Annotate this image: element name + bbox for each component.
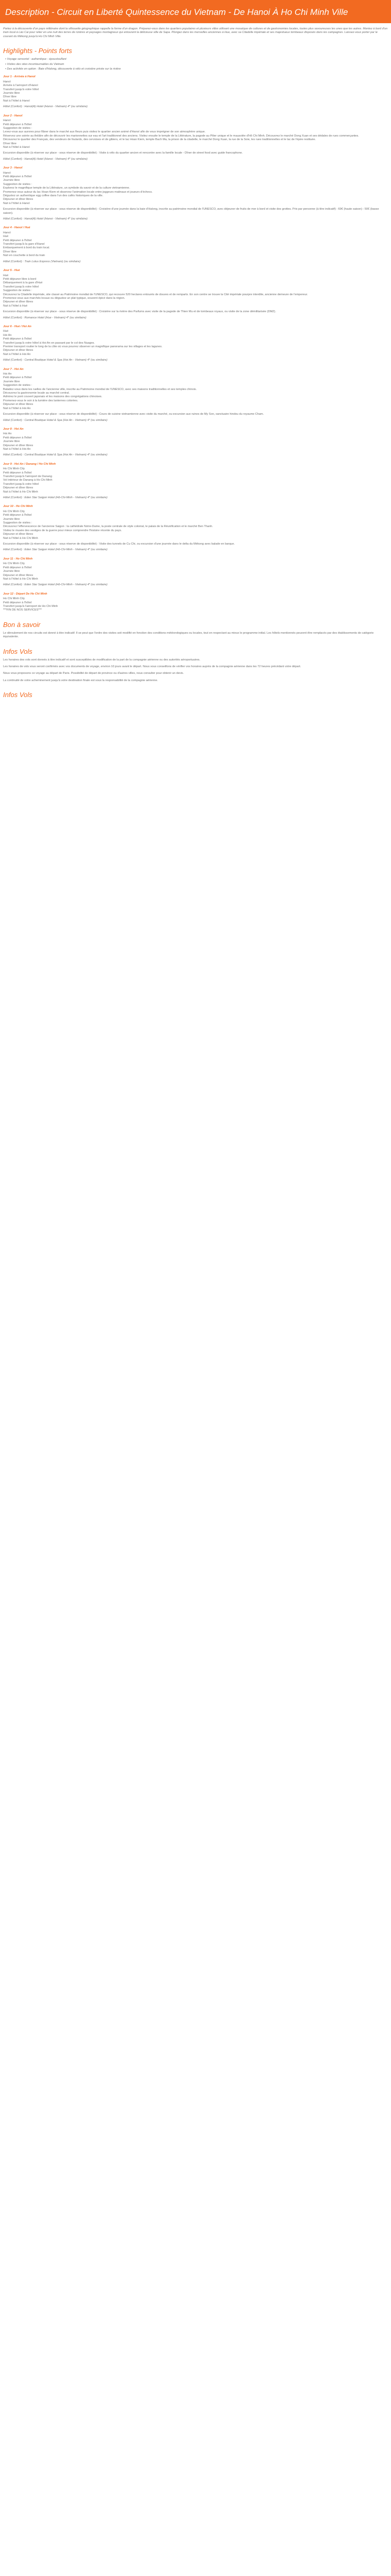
day-line: Petit déjeuner à l'hôtel: [3, 514, 32, 517]
day-line: Vol intérieur de Danang à Ho Chi Minh: [3, 479, 53, 482]
day-line: Ho Chi Minh City: [3, 562, 25, 566]
day-line: Levez-vous aux aurores pour flâner dans le marché aux fleurs puis visitez le quartier ancien animé d'Hanoï afin de vous imprégner de son atmosphère unique.: [3, 130, 206, 134]
day-line: Petit déjeuner à l'hôtel: [3, 123, 32, 126]
day-line: Petit déjeuner à l'hôtel: [3, 566, 32, 569]
day-line: Ho Chi Minh City: [3, 510, 25, 513]
day-line: Hoi An: [3, 372, 12, 376]
day-title: Jour 1 - Arrivée à Hanoï: [3, 75, 36, 79]
day-line: Suggestion de visites :: [3, 126, 32, 130]
day-line: Journée libre: [3, 380, 20, 383]
hotel-info: Hôtel (Confort) : Hanoi(A) Hotel (Hanoi - Vietnam) 4* (ou similaire): [3, 105, 88, 109]
day-line: Nuit à l'hôtel à Hoi An: [3, 447, 31, 451]
day-line: Hoi An: [3, 432, 12, 436]
day-line: Nuit en couchette à bord du train: [3, 254, 45, 258]
day-block: [3, 325, 388, 363]
bon-voyage-text: Le déroulement de nos circuits est donné à titre indicatif. Il se peut que l'ordre des visites soit modifié en fonction des conditions météorologiques ou locales, tout en respectant au mieux le programme initial. Les hôtels mentionnés peuvent être remplacés par des établissements de catégorie équivalente.: [3, 631, 374, 639]
hotel-info: Hôtel (Confort) : Eden Star Saigon Hotel (Hô-Chi-Minh - Vietnam) 4* (ou similaire): [3, 548, 108, 552]
highlights-heading: Highlights - Points forts: [3, 47, 72, 55]
day-line: Transfert jusqu'à l'aéroport de Ho Chi Minh: [3, 604, 58, 608]
main-content: [0, 23, 391, 712]
day-line: Déjeuner et dîner libres: [3, 300, 34, 304]
day-line: Promenez-vous le soir à la lumière des lanternes colorées.: [3, 399, 78, 402]
day-line: Déjeuner et dîner libres: [3, 444, 34, 447]
day-block: [3, 166, 388, 221]
day-line: Déjeuner et dîner libres: [3, 573, 34, 577]
day-title: Jour 3 - Hanoï: [3, 166, 23, 170]
day-title: Jour 11 - Ho Chi Minh: [3, 557, 33, 561]
infos-paragraph: Les horaires de vols vous seront confirmés avec vos documents de voyage, environ 10 jours avant le départ. Nous vous conseillons de vérifier vos horaires auprès de la compagnie aérienne dans les 72 heures précédant votre départ.: [3, 665, 301, 668]
day-line: Petit déjeuner à l'hôtel: [3, 175, 32, 178]
day-line: Transfert jusqu'à l'aéroport de Danang: [3, 474, 52, 478]
day-title: Jour 9 - Hoi An / Danang / Ho Chi Minh: [3, 462, 56, 466]
day-line: Découvrez l'effervescence de l'ancienne Saigon : la cathédrale Notre-Dame, la poste centrale de style colonial, le palais de la Réunification et le marché Ben Thanh.: [3, 525, 213, 529]
day-line: Journée libre: [3, 570, 20, 573]
day-line: Suggestion de visites :: [3, 289, 32, 293]
day-line: Transfert jusqu'à votre hôtel: [3, 88, 39, 91]
day-line: Petit déjeuner à l'hôtel: [3, 471, 32, 474]
day-block: [3, 505, 388, 552]
day-line: Déjeuner et dîner libres: [3, 403, 34, 406]
day-line: Petit déjeuner à l'hôtel: [3, 239, 32, 242]
day-title: Jour 5 - Hué: [3, 269, 20, 273]
day-line: Hanoï: [3, 80, 11, 83]
day-line: Déjeuner et dîner libres: [3, 486, 34, 490]
day-line: Petit déjeuner à l'hôtel: [3, 376, 32, 380]
day-title: Jour 10 - Ho Chi Minh: [3, 505, 33, 509]
infos-paragraph: Nous vous proposons ce voyage au départ de Paris. Possibilité de départ de province ou d'autres villes, nous consulter pour obtenir un devis.: [3, 672, 184, 675]
day-title: Jour 8 - Hoi An: [3, 427, 24, 431]
day-line: Promenez-vous autour du lac Hoan Kiem et observez l'animation locale entre joggeurs matinaux et joueurs d'échecs.: [3, 190, 153, 194]
day-line: Nuit à l'hôtel à Ho Chi Minh: [3, 536, 38, 540]
intro-text: Partez à la découverte d'un pays millénaire dont la silhouette géographique rappelle la forme d'un dragon. Préparez-vous dans les quartiers populaires et plusieurs villes utilisant une mosaïque de cultures et de gastronomies locales, toutes plus savoureuses les unes que les autres. Montez à bord d'un train local à Lào Cai pour relier en une nuit des terres de rizières et paysages montagneux qui entourent la délicieuse ville de Sapa. Plongez dans les merveilles anciennes à Hue, avec sa Citadelle impériale et ses majestueux tombeaux disposés dans les campagnes. Laissez-vous porter par le courant du Mékong jusqu'à Ho Chi Minh Ville.: [3, 27, 388, 38]
day-line: Journée libre: [3, 92, 20, 95]
day-line: Nuit à l'hôtel à Hanoï: [3, 145, 30, 149]
day-line: Promenez-vous aux marchés locaux ou dégustez un plat typique, souvent épicé dans la région.: [3, 296, 125, 300]
day-line: Embarquement à bord du train local.: [3, 246, 50, 250]
day-line: Dîner libre: [3, 250, 17, 253]
day-line: Transfert jusqu'à votre hôtel: [3, 482, 39, 486]
page-banner: [0, 0, 391, 23]
day-line: Nuit à l'hôtel à Hanoï: [3, 201, 30, 205]
day-block: [3, 557, 388, 587]
optional-excursion: Excursion disponible (à réserver sur place - sous réserve de disponibilité) : Visite à vélo du quartier ancien et rencontre avec la famille locale - Dîner de street food avec guide francophone.: [3, 151, 243, 155]
day-line: Dîner libre: [3, 95, 17, 99]
hotel-info: Hôtel (Confort) : Central Boutique Hotel & Spa (Hoi An - Vietnam) 4* (ou similaire): [3, 418, 108, 422]
highlights-list: [3, 58, 388, 71]
day-line: Transfert jusqu'à la gare d'Hanoï: [3, 243, 45, 246]
day-title: Jour 2 - Hanoï: [3, 114, 23, 117]
day-line: Transfert jusqu'à votre hôtel à Hoi An en passant par le col des Nuages.: [3, 341, 95, 345]
day-block: [3, 226, 388, 264]
hotel-info: Hôtel (Confort) : Romance Hotel (Hue - Vietnam) 4* (ou similaire): [3, 316, 87, 319]
day-line: Petit déjeuner libre à bord: [3, 277, 37, 281]
day-block: [3, 114, 388, 161]
day-line: Journée libre: [3, 517, 20, 521]
hotel-info: Hôtel (Confort) : Hanoi(A) Hotel (Hanoi - Vietnam) 4* (ou similaire): [3, 157, 88, 161]
day-line: Suggestion de visites :: [3, 384, 32, 387]
day-line: Déjeuner et dîner libres: [3, 198, 34, 201]
day-line: Déjeuner et dîner libres: [3, 533, 34, 536]
day-line: Ho Chi Minh City: [3, 467, 25, 471]
day-block: [3, 463, 388, 500]
highlight-item: • Des activités en option : Baie d'Halong, découverte à vélo et croisière privée sur la rivière: [5, 67, 388, 71]
day-line: Explorez le magnifique temple de la Littérature, un symbole du savoir et de la culture vietnamienne.: [3, 187, 130, 190]
day-title: Jour 7 - Hoi An: [3, 367, 24, 371]
highlight-item: • Voyage sensoriel : authentique - époustouflant: [5, 58, 388, 61]
day-line: ***FIN DE NOS SERVICES***: [3, 608, 42, 612]
infos-vols-heading: Infos Vols: [3, 647, 32, 655]
day-title: Jour 6 - Hué / Hoi An: [3, 325, 31, 328]
day-line: Journée libre: [3, 440, 20, 444]
day-line: Arrivée à l'aéroport d'Hanoï: [3, 84, 38, 88]
day-line: Débarquement à la gare d'Hué: [3, 281, 43, 285]
itinerary: [3, 75, 388, 612]
day-line: Découvrez le quartier des Français, des vendeurs de foulards, des cervoises et de gibiers, et le lac Hoan Kiem, temple Bach Ma, la prison de la citadelle, le marché Dong Xuan, la rue de la Soie, les rues traditionnelles et le lac de l'épée restituée.: [3, 138, 316, 142]
page-title: Description - Circuit en Liberté Quintessence du Vietnam - De Hanoi À Ho Chi Minh Ville: [5, 7, 348, 17]
day-block: [3, 592, 388, 613]
day-line: Réservez une soirée au théâtre afin de découvrir les marionnettes sur eau et l'art traditionnel des anciens. Visitez ensuite le temple de la Littérature, la pagode au Pilier unique et le mausolée d'Hô Chi Minh. Découvrez le marché Dong Xuan et ses dédales de rues commerçantes.: [3, 134, 359, 138]
day-line: Découvrez la gastronomie locale au marché central.: [3, 392, 70, 395]
hotel-info: Hôtel (Confort) : Hanoi(A) Hotel (Hanoi - Vietnam) 4* (ou similaire): [3, 217, 88, 221]
day-block: [3, 368, 388, 422]
optional-excursion: Excursion disponible (à réserver sur place - sous réserve de disponibilité) : Cours de cuisine vietnamienne avec visite du marché, ou excursion aux ruines de My Son, sanctuaire hindou du royaume Cham.: [3, 413, 264, 416]
hotel-info: Hôtel (Confort) : Eden Star Saigon Hotel (Hô-Chi-Minh - Vietnam) 4* (ou similaire): [3, 496, 108, 499]
day-line: Hanoï: [3, 231, 11, 234]
optional-excursion: Excursion disponible (à réserver sur place - sous réserve de disponibilité) : Croisière d'une journée dans la baie d'Halong, inscrite au patrimoine mondial de l'UNESCO, avec déjeuner de fruits de mer à bord et visite des grottes. Prix par personne (à titre indicatif) : 69€ (haute saison) - 50€ (basse saison).: [3, 208, 379, 215]
day-line: Petit déjeuner à l'hôtel: [3, 601, 32, 604]
day-line: Nuit à l'hôtel à Hué: [3, 304, 28, 308]
day-line: Petit déjeuner à l'hôtel: [3, 337, 32, 341]
infos-vols-text: [3, 658, 388, 683]
day-line: Journée libre: [3, 179, 20, 182]
day-title: Jour 12 - Départ De Ho Chi Minh: [3, 592, 47, 596]
day-block: [3, 269, 388, 320]
day-line: Nuit à l'hôtel à Hoi An: [3, 352, 31, 356]
day-line: Découvrez la Citadelle impériale, site classé au Patrimoine mondial de l'UNESCO, qui recouvre 520 hectares entourés de douves et de remparts. En son centre se trouve la Cité impériale pourpre interdite, ancienne demeure de l'empereur.: [3, 293, 308, 296]
hotel-info: Hôtel (Confort) : Eden Star Saigon Hotel (Hô-Chi-Minh - Vietnam) 4* (ou similaire): [3, 583, 108, 587]
day-line: Nuit à l'hôtel à Ho Chi Minh: [3, 490, 38, 494]
hotel-info: Hôtel (Confort) : Central Boutique Hotel & Spa (Hoi An - Vietnam) 4* (ou similaire): [3, 453, 108, 457]
highlight-item: • Visites des sites incontournables du Vietnam: [5, 63, 388, 66]
day-line: Déjeuner et dîner libres: [3, 349, 34, 352]
day-line: Petit déjeuner à l'hôtel: [3, 436, 32, 439]
day-line: Hué: [3, 330, 9, 333]
optional-excursion: Excursion disponible (à réserver sur place - sous réserve de disponibilité) : Visite des tunnels de Cu Chi, ou excursion d'une journée dans le delta du Mékong avec balade en barque.: [3, 543, 235, 546]
day-line: Premier transport routier le long de la côte où vous pourrez observer un magnifique panorama sur les villages et les lagunes.: [3, 345, 162, 348]
day-block: [3, 75, 388, 109]
day-line: Dégustez un authentique egg coffee dans l'un des cafés historiques de la ville.: [3, 194, 104, 197]
day-line: Hué: [3, 235, 9, 239]
day-line: Admirez le pont couvert japonais et les maisons des congrégations chinoises.: [3, 395, 103, 399]
day-line: Transfert jusqu'à votre hôtel: [3, 285, 39, 289]
day-line: Visitez le musée des vestiges de la guerre pour mieux comprendre l'histoire récente du pays.: [3, 529, 122, 532]
infos-vols-heading-2: Infos Vols: [3, 691, 32, 699]
bon-voyage-heading: Bon à savoir: [3, 620, 41, 629]
hotel-info: Hôtel (Confort) : Train Lotus Express (Vietnam) (ou similaire): [3, 260, 80, 263]
day-line: Nuit à l'hôtel à Hoi An: [3, 406, 31, 410]
day-line: Dîner libre: [3, 142, 17, 145]
day-line: Hanoï: [3, 171, 11, 175]
hotel-info: Hôtel (Confort) : Central Boutique Hotel & Spa (Hoi An - Vietnam) 4* (ou similaire): [3, 359, 108, 362]
day-line: Hoi An: [3, 333, 12, 337]
day-line: Suggestion de visites :: [3, 182, 32, 186]
day-line: Hué: [3, 274, 9, 277]
day-block: [3, 428, 388, 457]
optional-excursion: Excursion disponible (à réserver sur place - sous réserve de disponibilité) : Croisière sur la rivière des Parfums avec visite de la pagode de Thien Mu et de tombeaux royaux, ou visite de la zone démilitarisée (DMZ).: [3, 310, 276, 314]
day-line: Hanoï: [3, 119, 11, 123]
day-line: Baladez-vous dans les ruelles de l'ancienne ville, inscrite au Patrimoine mondial de l'UNESCO, avec ses maisons traditionnelles et ses temples chinois.: [3, 387, 197, 391]
day-line: Nuit à l'hôtel à Ho Chi Minh: [3, 577, 38, 581]
day-title: Jour 4 - Hanoï / Hué: [3, 226, 30, 230]
infos-paragraph: La continuité de votre acheminement jusqu'à votre destination finale est sous la responsabilité de la compagnie aérienne.: [3, 679, 158, 682]
day-line: Ho Chi Minh City: [3, 597, 25, 601]
day-line: Nuit à l'hôtel à Hanoï: [3, 99, 30, 103]
day-line: Suggestion de visites :: [3, 521, 32, 525]
infos-paragraph: Les horaires des vols sont donnés à titre indicatif et sont susceptibles de modification de la part de la compagnie aérienne ou des autorités aéroportuaires.: [3, 658, 201, 662]
